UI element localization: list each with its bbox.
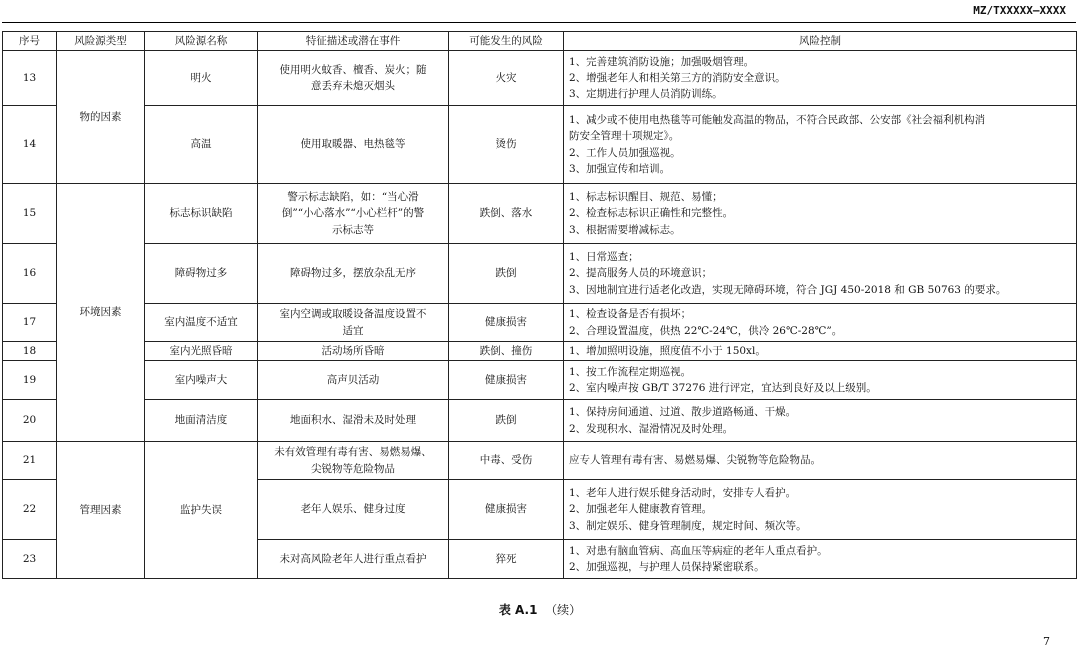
source-name: 明火 bbox=[145, 51, 258, 106]
table-caption bbox=[0, 601, 1080, 618]
control-cell: 1、对患有脑血管病、高血压等病症的老年人重点看护。 2、加强巡视，与护理人员保持紧密联系。 bbox=[564, 540, 1077, 579]
description-cell: 使用明火蚊香、檀香、炭火；随 意丢弃未熄灭烟头 bbox=[258, 51, 449, 106]
control-cell: 1、按工作流程定期巡视。 2、室内噪声按 GB/T 37276 进行评定，宜达到良好及以上级别。 bbox=[564, 361, 1077, 400]
control-cell: 1、完善建筑消防设施；加强吸烟管理。 2、增强老年人和相关第三方的消防安全意识。 3、定期进行护理人员消防训练。 bbox=[564, 51, 1077, 106]
header-rule bbox=[2, 22, 1076, 23]
column-header-source: 风险源名称 bbox=[145, 32, 258, 51]
description-cell: 未有效管理有毒有害、易燃易爆、 尖锐物等危险物品 bbox=[258, 442, 449, 480]
source-name: 地面清洁度 bbox=[145, 400, 258, 442]
caption-label: 表 A.1 bbox=[498, 603, 538, 617]
column-header-description: 特征描述或潜在事件 bbox=[258, 32, 449, 51]
description-cell: 障碍物过多，摆放杂乱无序 bbox=[258, 244, 449, 304]
source-name: 监护失误 bbox=[145, 442, 258, 579]
risk-cell: 中毒、受伤 bbox=[449, 442, 564, 480]
source-type-cell: 物的因素 bbox=[57, 51, 145, 184]
table-row bbox=[3, 342, 1077, 361]
column-header-type: 风险源类型 bbox=[57, 32, 145, 51]
description-cell: 活动场所昏暗 bbox=[258, 342, 449, 361]
row-number: 15 bbox=[3, 184, 57, 244]
control-cell: 1、老年人进行娱乐健身活动时，安排专人看护。 2、加强老年人健康教育管理。 3、制定娱乐、健身管理制度，规定时间、频次等。 bbox=[564, 480, 1077, 540]
source-name: 室内光照昏暗 bbox=[145, 342, 258, 361]
table-row bbox=[3, 442, 1077, 480]
description-cell: 老年人娱乐、健身过度 bbox=[258, 480, 449, 540]
row-number: 22 bbox=[3, 480, 57, 540]
risk-cell: 跌倒 bbox=[449, 244, 564, 304]
row-number: 13 bbox=[3, 51, 57, 106]
row-number: 17 bbox=[3, 304, 57, 342]
control-cell: 1、增加照明设施，照度值不小于 150xl。 bbox=[564, 342, 1077, 361]
risk-cell: 火灾 bbox=[449, 51, 564, 106]
source-type-cell: 管理因素 bbox=[57, 442, 145, 579]
source-name: 高温 bbox=[145, 106, 258, 184]
source-name: 标志标识缺陷 bbox=[145, 184, 258, 244]
control-cell: 1、日常巡查； 2、提高服务人员的环境意识； 3、因地制宜进行适老化改造，实现无障碍环境，符合 JGJ 450-2018 和 GB 50763 的要求。 bbox=[564, 244, 1077, 304]
risk-cell: 烫伤 bbox=[449, 106, 564, 184]
description-cell: 室内空调或取暖设备温度设置不 适宜 bbox=[258, 304, 449, 342]
table-row bbox=[3, 184, 1077, 244]
row-number: 14 bbox=[3, 106, 57, 184]
risk-cell: 跌倒 bbox=[449, 400, 564, 442]
row-number: 20 bbox=[3, 400, 57, 442]
risk-cell: 跌倒、落水 bbox=[449, 184, 564, 244]
risk-cell: 健康损害 bbox=[449, 480, 564, 540]
column-header-risk: 可能发生的风险 bbox=[449, 32, 564, 51]
row-number: 23 bbox=[3, 540, 57, 579]
document-code: MZ/TXXXXX—XXXX bbox=[973, 4, 1066, 17]
risk-table bbox=[2, 31, 1077, 579]
table-row bbox=[3, 361, 1077, 400]
row-number: 21 bbox=[3, 442, 57, 480]
risk-cell: 跌倒、撞伤 bbox=[449, 342, 564, 361]
row-number: 18 bbox=[3, 342, 57, 361]
source-name: 室内噪声大 bbox=[145, 361, 258, 400]
table-row bbox=[3, 51, 1077, 106]
control-cell: 1、保持房间通道、过道、散步道路畅通、干燥。 2、发现积水、湿滑情况及时处理。 bbox=[564, 400, 1077, 442]
description-cell: 警示标志缺陷，如：“当心滑 倒”“小心落水”“小心栏杆”的警 示标志等 bbox=[258, 184, 449, 244]
table-row bbox=[3, 304, 1077, 342]
page-number: 7 bbox=[1043, 635, 1050, 648]
source-name: 障碍物过多 bbox=[145, 244, 258, 304]
table-row bbox=[3, 244, 1077, 304]
source-type-cell: 环境因素 bbox=[57, 184, 145, 442]
control-cell: 1、检查设备是否有损坏； 2、合理设置温度，供热 22℃-24℃，供冷 26℃-28℃”。 bbox=[564, 304, 1077, 342]
risk-cell: 健康损害 bbox=[449, 304, 564, 342]
source-name: 室内温度不适宜 bbox=[145, 304, 258, 342]
risk-cell: 猝死 bbox=[449, 540, 564, 579]
control-cell: 1、标志标识醒目、规范、易懂； 2、检查标志标识正确性和完整性。 3、根据需要增减标志。 bbox=[564, 184, 1077, 244]
description-cell: 使用取暖器、电热毯等 bbox=[258, 106, 449, 184]
table-row bbox=[3, 400, 1077, 442]
description-cell: 地面积水、湿滑未及时处理 bbox=[258, 400, 449, 442]
column-header-no: 序号 bbox=[3, 32, 57, 51]
control-cell: 1、减少或不使用电热毯等可能触发高温的物品，不符合民政部、公安部《社会福利机构消 防安全管理十项规定》。 2、工作人员加强巡视。 3、加强宣传和培训。 bbox=[564, 106, 1077, 184]
row-number: 16 bbox=[3, 244, 57, 304]
description-cell: 未对高风险老年人进行重点看护 bbox=[258, 540, 449, 579]
column-header-control: 风险控制 bbox=[564, 32, 1077, 51]
table-header-row bbox=[3, 32, 1077, 51]
control-cell: 应专人管理有毒有害、易燃易爆、尖锐物等危险物品。 bbox=[564, 442, 1077, 480]
row-number: 19 bbox=[3, 361, 57, 400]
risk-cell: 健康损害 bbox=[449, 361, 564, 400]
description-cell: 高声贝活动 bbox=[258, 361, 449, 400]
caption-suffix: （续） bbox=[545, 603, 582, 617]
table-row bbox=[3, 106, 1077, 184]
